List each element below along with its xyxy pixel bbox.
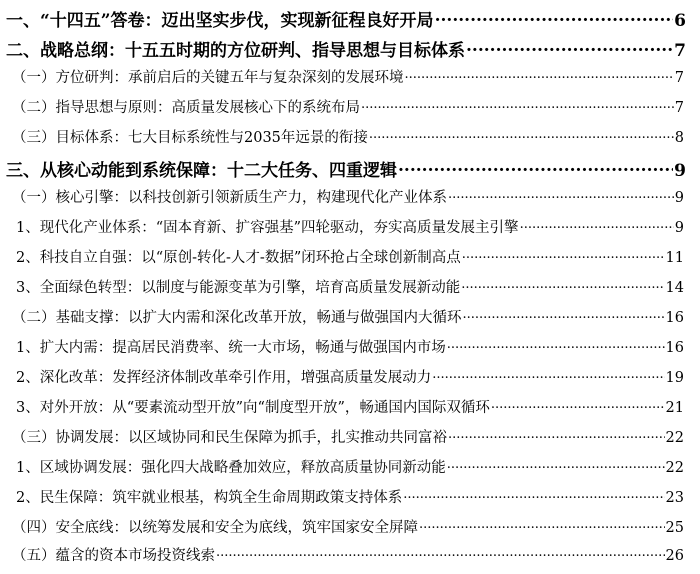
dot-leader (432, 368, 664, 383)
dot-leader (403, 488, 664, 503)
dot-leader (435, 9, 674, 26)
toc-entry-title: （二）指导思想与原则：高质量发展核心下的系统布局 (12, 100, 360, 116)
toc-entry[interactable] (0, 306, 700, 332)
toc-entry[interactable] (0, 366, 700, 392)
toc-entry-title: 一、“十四五”答卷：迈出坚实步伐，实现新征程良好开局 (6, 11, 434, 31)
toc-entry[interactable] (0, 186, 700, 212)
toc-page-number: 6 (674, 11, 686, 31)
toc-page-number: 7 (674, 41, 686, 61)
toc-page-number: 8 (674, 130, 684, 146)
toc-page-number: 19 (665, 370, 684, 386)
toc-entry[interactable] (0, 396, 700, 422)
toc-entry[interactable] (0, 6, 700, 32)
toc-entry-title: 2、民生保障：筑牢就业根基，构筑全生命周期政策支持体系 (16, 490, 403, 506)
dot-leader (461, 278, 664, 293)
toc-entry[interactable] (0, 276, 700, 302)
toc-entry-title: （一）核心引擎：以科技创新引领新质生产力，构建现代化产业体系 (12, 190, 447, 206)
toc-entry-title: 3、全面绿色转型：以制度与能源变革为引擎，培育高质量发展新动能 (16, 280, 461, 296)
dot-leader (462, 248, 665, 263)
dot-leader (216, 546, 665, 561)
toc-page-number: 9 (674, 161, 686, 181)
dot-leader (491, 398, 665, 413)
toc-entry[interactable] (0, 486, 700, 512)
dot-leader (419, 518, 665, 533)
toc-entry-title: （二）基础支撑：以扩大内需和深化改革开放，畅通与做强国内大循环 (12, 310, 462, 326)
toc-page-number: 9 (674, 220, 684, 236)
toc-page-number: 9 (674, 190, 684, 206)
toc-page-number: 25 (665, 520, 684, 536)
dot-leader (398, 159, 673, 176)
toc-page-number: 11 (665, 250, 684, 266)
toc-entry[interactable] (0, 516, 700, 542)
toc-entry[interactable] (0, 66, 700, 92)
toc-entry[interactable] (0, 456, 700, 482)
toc-entry-title: （三）目标体系：七大目标系统性与2035年远景的衔接 (12, 130, 368, 146)
dot-leader (466, 39, 673, 56)
dot-leader (369, 128, 674, 143)
dot-leader (447, 458, 665, 473)
toc-entry[interactable] (0, 156, 700, 182)
toc-entry-title: 3、对外开放：从“要素流动型开放”向“制度型开放”，畅通国内国际双循环 (16, 400, 490, 416)
dot-leader (361, 98, 674, 113)
toc-entry-title: 1、扩大内需：提高居民消费率、统一大市场，畅通与做强国内市场 (16, 340, 446, 356)
dot-leader (447, 338, 665, 353)
toc-page-number: 7 (674, 70, 684, 86)
toc-entry[interactable] (0, 426, 700, 452)
dot-leader (448, 428, 665, 443)
toc-entry[interactable] (0, 544, 700, 570)
toc-page-number: 22 (665, 430, 684, 446)
toc-page-number: 16 (665, 340, 684, 356)
toc-page-number: 23 (665, 490, 684, 506)
dot-leader (520, 218, 674, 233)
dot-leader (405, 68, 674, 83)
toc-page-number: 7 (674, 100, 684, 116)
toc-page-number: 16 (665, 310, 684, 326)
toc-entry[interactable] (0, 246, 700, 272)
toc-entry-title: （三）协调发展：以区域协同和民生保障为抓手，扎实推动共同富裕 (12, 430, 447, 446)
toc-page-number: 22 (665, 460, 684, 476)
dot-leader (463, 308, 665, 323)
toc-page-number: 21 (665, 400, 684, 416)
toc-entry[interactable] (0, 126, 700, 152)
toc-entry[interactable] (0, 216, 700, 242)
toc-entry-title: 2、科技自立自强：以“原创-转化-人才-数据”闭环抢占全球创新制高点 (16, 250, 461, 266)
toc-page-number: 26 (665, 548, 684, 564)
toc-entry[interactable] (0, 96, 700, 122)
toc-entry[interactable] (0, 36, 700, 62)
toc-entry-title: 二、战略总纲：十五五时期的方位研判、指导思想与目标体系 (6, 41, 465, 61)
toc-entry[interactable] (0, 336, 700, 362)
dot-leader (448, 188, 674, 203)
toc-entry-title: （四）安全底线：以统筹发展和安全为底线，筑牢国家安全屏障 (12, 520, 418, 536)
toc-entry-title: 1、区域协调发展：强化四大战略叠加效应，释放高质量协同新动能 (16, 460, 446, 476)
toc-entry-title: 2、深化改革：发挥经济体制改革牵引作用，增强高质量发展动力 (16, 370, 432, 386)
toc-entry-title: （五）蕴含的资本市场投资线索 (12, 548, 215, 564)
toc-entry-title: 三、从核心动能到系统保障：十二大任务、四重逻辑 (6, 161, 397, 181)
toc-page-number: 14 (665, 280, 684, 296)
toc-entry-title: （一）方位研判：承前启后的关键五年与复杂深刻的发展环境 (12, 70, 404, 86)
toc-entry-title: 1、现代化产业体系：“固本育新、扩容强基”四轮驱动，夯实高质量发展主引擎 (16, 220, 519, 236)
